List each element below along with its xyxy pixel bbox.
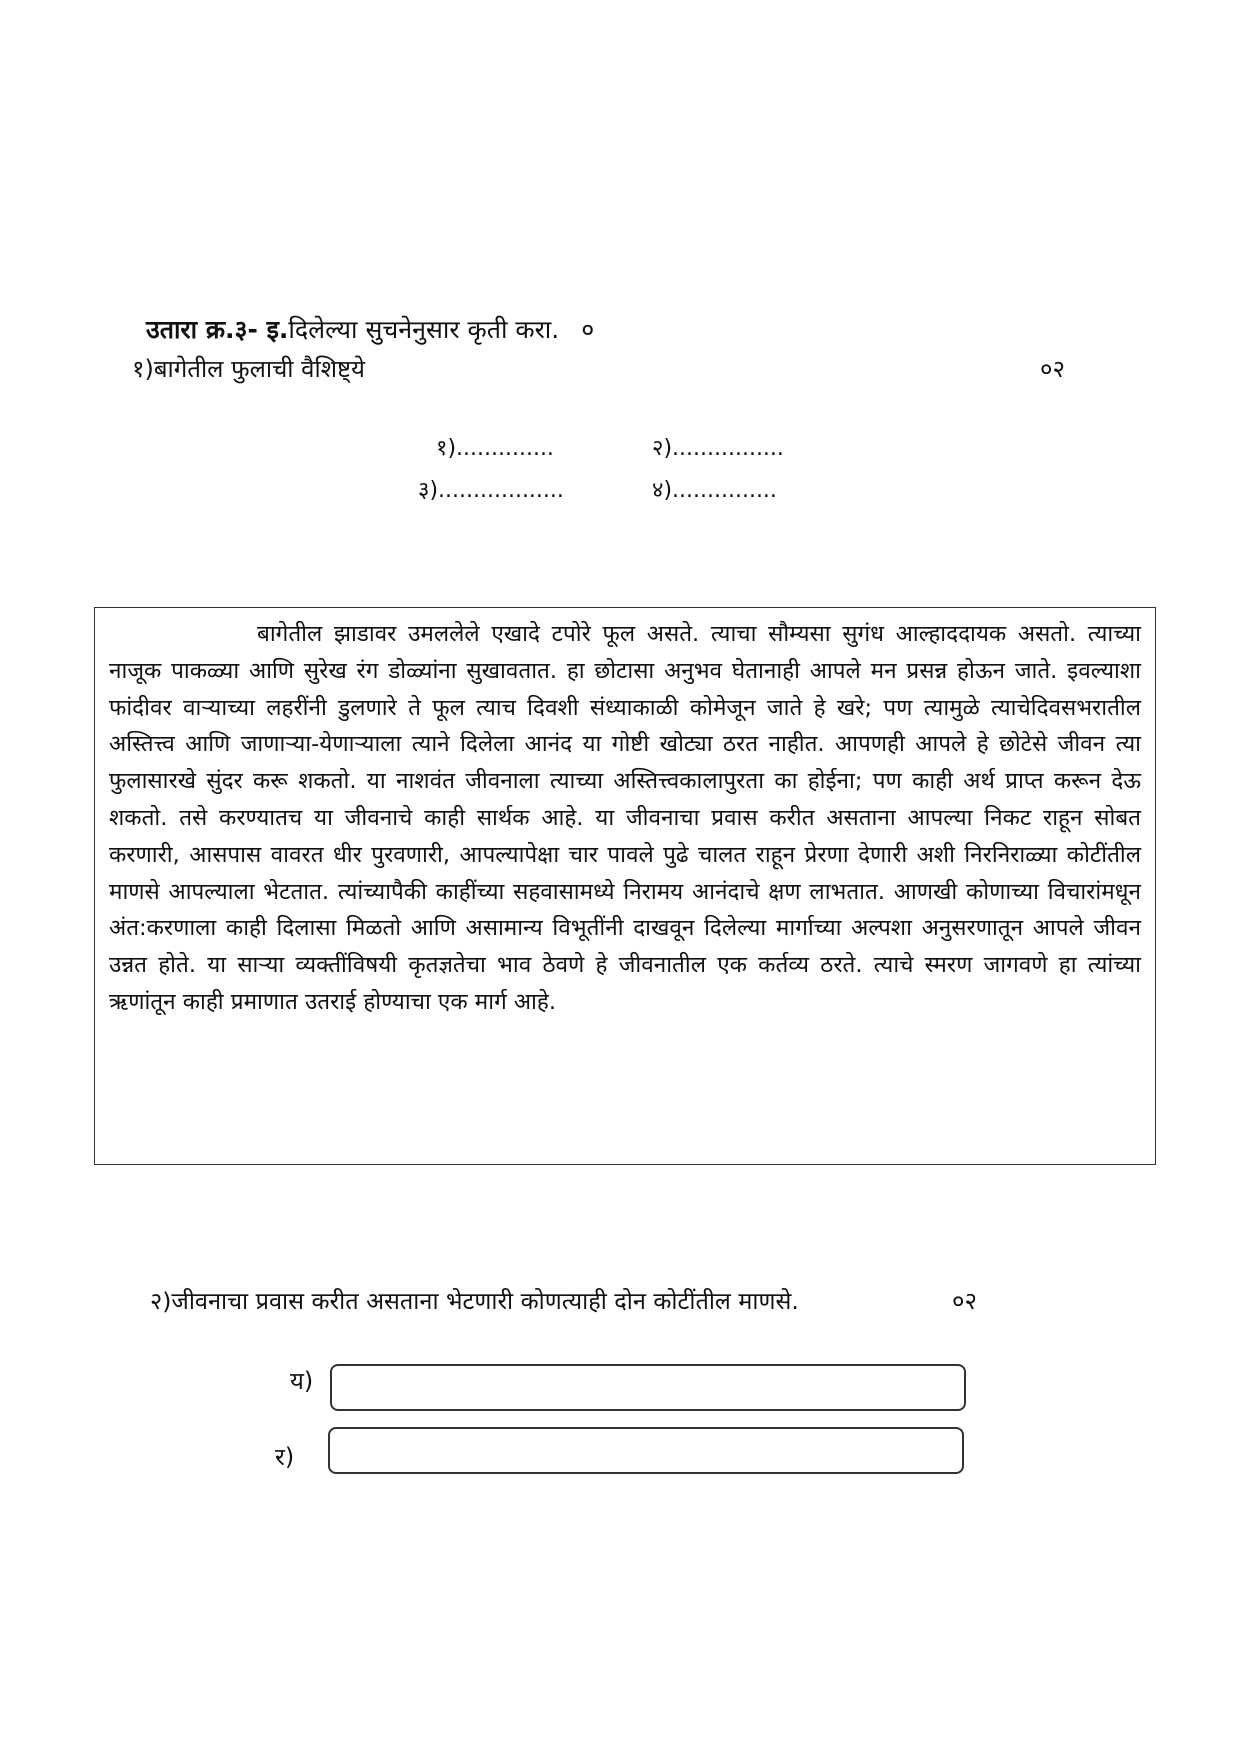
answer-label-ya: य): [290, 1367, 314, 1395]
passage-text: बागेतील झाडावर उमललेले एखादे टपोरे फूल असते. त्याचा सौम्यसा सुगंध आल्हाददायक असतो. त्याच्या नाजूक पाकळ्या आणि सुरेख रंग डोळ्यांना सुखावतात. हा छोटासा अनुभव घेतानाही आपले मन प्रसन्न होऊन जाते. इवल्याशा फांदीवर वाऱ्याच्या लहरींनी डुलणारे ते फूल त्याच दिवशी संध्याकाळी कोमेजून जाते हे खरे; पण त्यामुळे त्याचेदिवसभरातील अस्तित्त्व आणि जाणाऱ्या-येणाऱ्याला त्याने दिलेला आनंद या गोष्टी खोट्या ठरत नाहीत. आपणही आपले हे छोटेसे जीवन त्या फुलासारखे सुंदर करू शकतो. या नाशवंत जीवनाला त्याच्या अस्तित्त्वकालापुरता का होईना; पण काही अर्थ प्राप्त करून देऊ शकतो. तसे करण्यातच या जीवनाचे काही सार्थक आहे. या जीवनाचा प्रवास करीत असताना आपल्या निकट राहून सोबत करणारी, आसपास वावरत धीर पुरवणारी, आपल्यापेक्षा चार पावले पुढे चालत राहून प्रेरणा देणारी अशी निरनिराळ्या कोटींतील माणसे आपल्याला भेटतात. त्यांच्यापैकी काहींच्या सहवासामध्ये निरामय आनंदाचे क्षण लाभतात. आणखी कोणाच्या विचारांमधून अंत:करणाला काही दिलासा मिळतो आणि असामान्य विभूतींनी दाखवून दिलेल्या मार्गाच्या अल्पशा अनुसरणातून आपले जीवन उन्नत होते. या साऱ्या व्यक्तींविषयी कृतज्ञतेचा भाव ठेवणे हे जीवनातील एक कर्तव्य ठरते. त्याचे स्मरण जागवणे हा त्यांच्या ऋणांतून काही प्रमाणात उतराई होण्याचा एक मार्ग आहे.: [109, 621, 1141, 1015]
question-1-marks: ०२: [1040, 355, 1065, 383]
answer-label-ra: र): [275, 1443, 295, 1471]
answer-box-ra[interactable]: [328, 1427, 964, 1474]
answer-blank-2[interactable]: २)................: [652, 436, 784, 461]
section-heading: [146, 312, 594, 346]
passage-box: [94, 607, 1156, 1165]
section-number: उतारा क्र.३- इ.: [146, 315, 289, 344]
section-instruction: दिलेल्या सुचनेनुसार कृती करा.: [288, 315, 560, 344]
answer-blank-4[interactable]: ४)...............: [652, 478, 777, 503]
question-2-marks: ०२: [952, 1287, 977, 1315]
question-1-text: १)बागेतील फुलाची वैशिष्ट्ये: [132, 355, 365, 383]
section-total-marks: ०: [581, 315, 595, 344]
answer-blank-3[interactable]: ३)..................: [418, 478, 564, 503]
answer-box-ya[interactable]: [330, 1364, 966, 1411]
question-2-text: २)जीवनाचा प्रवास करीत असताना भेटणारी कोणत्याही दोन कोटींतील माणसे.: [150, 1287, 799, 1315]
answer-blank-1[interactable]: १)..............: [436, 436, 554, 461]
